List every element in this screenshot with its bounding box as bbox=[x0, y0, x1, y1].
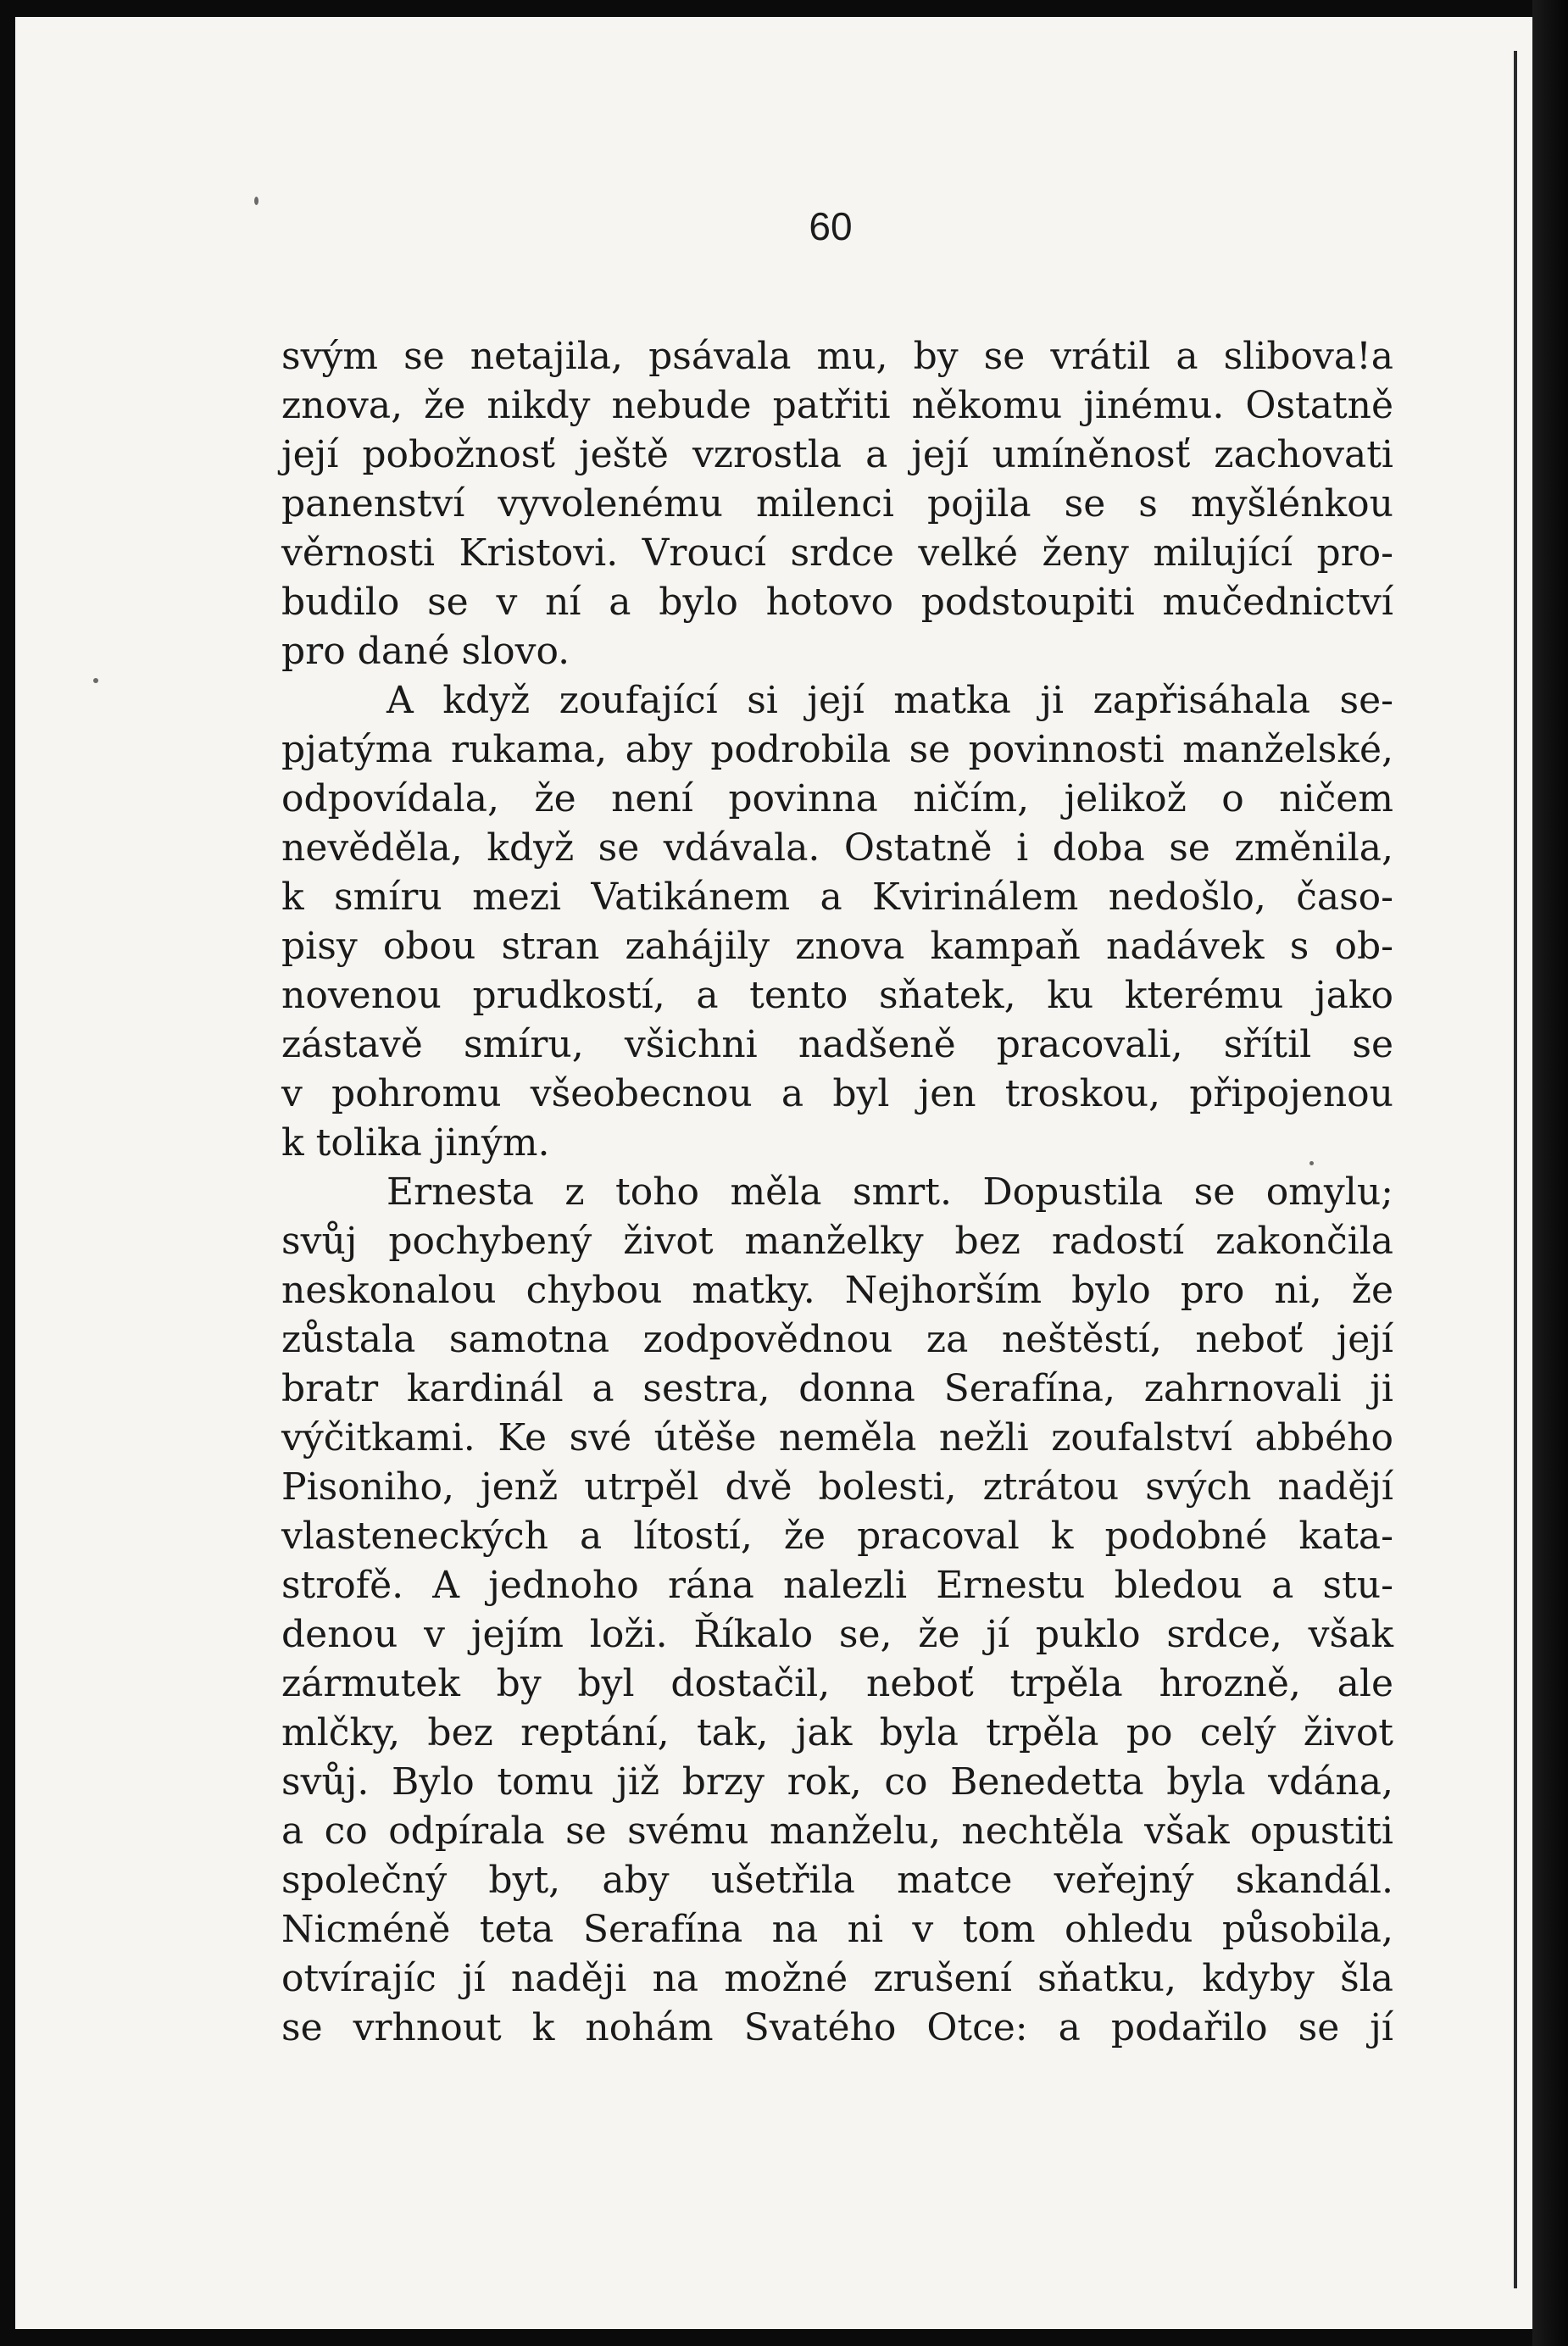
text-line: Ernesta z toho měla smrt. Dopustila se omylu; bbox=[386, 1170, 1393, 1214]
text-line: odpovídala, že není povinna ničím, jelikož o ničem bbox=[281, 777, 1393, 820]
text-line: svým se netajila, psávala mu, by se vrátil a slibova!a bbox=[281, 335, 1393, 378]
text-line: denou v jejím loži. Říkalo se, že jí puklo srdce, však bbox=[281, 1613, 1393, 1656]
text-line: vlasteneckých a lítostí, že pracoval k podobné kata- bbox=[281, 1515, 1393, 1558]
text-line: panenství vyvolenému milenci pojila se s myšlénkou bbox=[281, 482, 1393, 525]
text-line: zármutek by byl dostačil, neboť trpěla hrozně, ale bbox=[281, 1662, 1393, 1705]
text-line: zástavě smíru, všichni nadšeně pracovali, sřítil se bbox=[281, 1023, 1393, 1066]
text-line: mlčky, bez reptání, tak, jak byla trpěla po celý život bbox=[281, 1711, 1393, 1754]
text-line: Nicméně teta Serafína na ni v tom ohledu působila, bbox=[281, 1908, 1393, 1951]
text-line: A když zoufající si její matka ji zapřisáhala se- bbox=[386, 679, 1393, 722]
scan-right-border bbox=[1532, 0, 1568, 2346]
page-edge-line bbox=[1514, 51, 1517, 2288]
text-line: věrnosti Kristovi. Vroucí srdce velké ženy milující pro- bbox=[281, 531, 1393, 575]
text-line: pisy obou stran zahájily znova kampaň nadávek s ob- bbox=[281, 925, 1393, 968]
body-text bbox=[281, 332, 1393, 2053]
text-line: a co odpírala se svému manželu, nechtěla však opustiti bbox=[281, 1810, 1393, 1853]
text-line: zůstala samotna zodpovědnou za neštěstí, neboť její bbox=[281, 1318, 1393, 1361]
text-line: nevěděla, když se vdávala. Ostatně i doba se změnila, bbox=[281, 826, 1393, 870]
text-line: Pisoniho, jenž utrpěl dvě bolesti, ztrátou svých nadějí bbox=[281, 1465, 1393, 1509]
text-line: neskonalou chybou matky. Nejhorším bylo pro ni, že bbox=[281, 1269, 1393, 1312]
text-line: svůj. Bylo tomu již brzy rok, co Benedetta byla vdána, bbox=[281, 1760, 1393, 1804]
text-line: k tolika jiným. bbox=[281, 1121, 550, 1165]
text-line: budilo se v ní a bylo hotovo podstoupiti mučednictví bbox=[281, 581, 1393, 624]
text-line: bratr kardinál a sestra, donna Serafína, zahrnovali ji bbox=[281, 1367, 1393, 1410]
text-line: pjatýma rukama, aby podrobila se povinnosti manželské, bbox=[281, 728, 1393, 771]
page-number: 60 bbox=[809, 204, 853, 248]
text-line: výčitkami. Ke své útěše neměla nežli zoufalství abbého bbox=[281, 1416, 1393, 1459]
text-line: novenou prudkostí, a tento sňatek, ku kterému jako bbox=[281, 974, 1393, 1017]
text-line: znova, že nikdy nebude patřiti někomu jinému. Ostatně bbox=[281, 384, 1393, 427]
text-line: strofě. A jednoho rána nalezli Ernestu bledou a stu- bbox=[281, 1564, 1393, 1607]
scan-speck bbox=[93, 678, 98, 683]
text-line: společný byt, aby ušetřila matce veřejný skandál. bbox=[281, 1859, 1393, 1902]
text-line: otvírajíc jí naději na možné zrušení sňatku, kdyby šla bbox=[281, 1957, 1393, 2000]
text-line: její pobožnosť ještě vzrostla a její umíněnosť zachovati bbox=[281, 433, 1393, 476]
text-line: k smíru mezi Vatikánem a Kvirinálem nedošlo, časo- bbox=[281, 876, 1393, 919]
text-line: v pohromu všeobecnou a byl jen troskou, připojenou bbox=[281, 1072, 1393, 1115]
text-line: pro dané slovo. bbox=[281, 630, 570, 673]
text-line: svůj pochybený život manželky bez radostí zakončila bbox=[281, 1220, 1393, 1263]
text-line: se vrhnout k nohám Svatého Otce: a podařilo se jí bbox=[281, 2006, 1393, 2049]
